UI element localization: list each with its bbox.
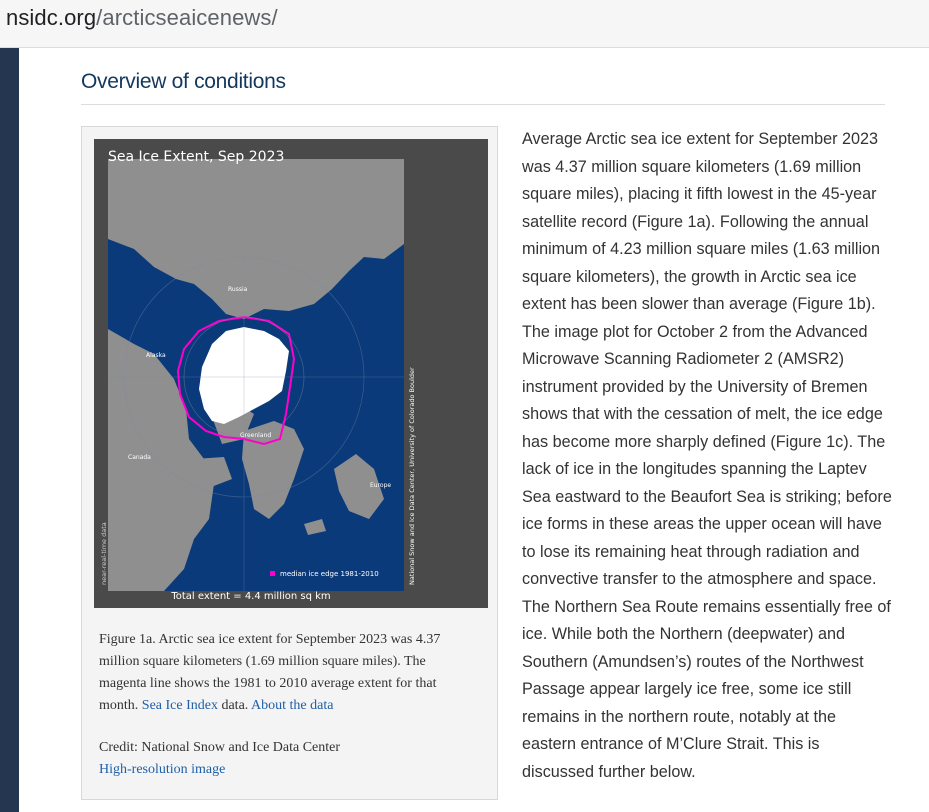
map-side-credit: National Snow and Ice Data Center, University of Colorado Boulder [408, 367, 416, 585]
legend-swatch [270, 571, 275, 576]
url-domain: nsidc.org [6, 5, 97, 30]
about-the-data-link[interactable]: About the data [251, 698, 334, 713]
figure-credit [99, 737, 471, 781]
caption-text: Figure 1a. Arctic sea ice extent for September 2023 was 4.37 million square kilometers (1.69 million square miles). The magenta line shows the 1981 to 2010 average extent for that month. [99, 632, 441, 713]
sea-ice-index-link[interactable]: Sea Ice Index [141, 698, 218, 713]
article-paragraph: Average Arctic sea ice extent for September 2023 was 4.37 million square kilometers (1.69 million square miles), placing it fifth lowest in the 45-year satellite record (Figure 1a). Following the annual minimum of 4.23 million square miles (1.63 million square kilometers), the growth in Arctic sea ice extent has been slower than average (Figure 1b). The image plot for October 2 from the Advanced Microwave Scanning Radiometer 2 (AMSR2) instrument provided by the University of Bremen shows that with the cessation of melt, the ice edge has become more sharply defined (Figure 1c). The lack of ice in the longitudes spanning the Laptev Sea eastward to the Beaufort Sea is striking; before ice forms in these areas the upper ocean will have to lose its remaining heat through radiation and convective transfer to the atmosphere and space. The Northern Sea Route remains essentially free of ice. While both the Northern (deepwater) and Southern (Amundsen’s) routes of the Northwest Passage appear largely ice free, some ice still remains in the northern route, notably at the eastern entrance of M’Clure Strait. This is discussed further below. [522, 130, 892, 781]
high-resolution-image-link[interactable]: High-resolution image [99, 762, 226, 777]
map-left-note: near-real-time data [100, 522, 108, 585]
place-label-canada: Canada [128, 454, 151, 461]
map-svg [94, 139, 488, 608]
heading-divider [81, 104, 885, 105]
caption-middle: data. [217, 698, 252, 713]
url-text[interactable] [6, 5, 278, 31]
legend-label: median ice edge 1981-2010 [280, 570, 379, 578]
figure-caption [99, 629, 471, 717]
place-label-alaska: Alaska [146, 352, 166, 359]
url-path: /arcticseaicenews/ [96, 5, 278, 30]
sea-ice-map[interactable] [94, 139, 488, 608]
figure-card [81, 126, 498, 800]
map-right-frame [404, 159, 488, 608]
credit-text: Credit: National Snow and Ice Data Center [99, 740, 341, 755]
section-heading: Overview of conditions [81, 70, 286, 93]
map-title: Sea Ice Extent, Sep 2023 [108, 149, 285, 165]
place-label-greenland: Greenland [240, 432, 272, 439]
place-label-russia: Russia [228, 286, 248, 293]
place-label-europe: Europe [370, 482, 392, 489]
total-extent-label: Total extent = 4.4 million sq km [171, 591, 331, 602]
page-sidebar-strip [0, 48, 19, 812]
browser-address-bar[interactable] [0, 0, 929, 48]
